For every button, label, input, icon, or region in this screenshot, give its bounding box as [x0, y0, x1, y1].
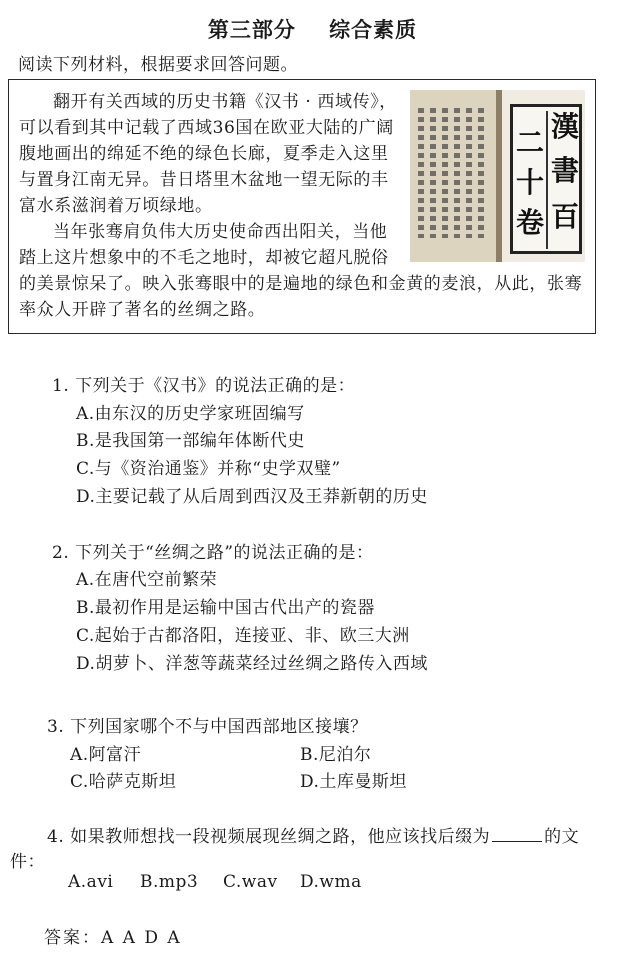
slip-char: 書	[551, 154, 580, 187]
question-1-option-d: D.主要记载了从后周到西汉及王莽新朝的历史	[76, 487, 428, 507]
question-4-option-b: B.mp3	[140, 872, 199, 892]
slip-divider	[546, 111, 548, 249]
passage-paragraph-1: 翻开有关西域的历史书籍《汉书 · 西域传》，可以看到其中记载了西域36国在欧亚大陆的广阔腹地画出的绵延不绝的绿色长廊，夏季走入这里与置身江南无异。昔日塔里木盆地一望无际的丰富水系滋润着万顷绿地。	[19, 92, 397, 216]
question-4-stem-continued: 件：	[10, 852, 45, 872]
question-3-option-b: B.尼泊尔	[300, 745, 372, 765]
book-left-page	[410, 90, 496, 262]
answer-key: 答案：A A D A	[44, 928, 182, 948]
question-3-option-d: D.土库曼斯坦	[300, 772, 407, 792]
question-4-stem-part-2: 的文	[544, 827, 580, 847]
question-2-option-c: C.起始于古都洛阳，连接亚、非、欧三大洲	[76, 626, 410, 646]
question-2-option-b: B.最初作用是运输中国古代出产的瓷器	[76, 598, 375, 618]
question-2-stem: 2. 下列关于“丝绸之路”的说法正确的是：	[52, 543, 374, 563]
slip-char: 卷	[516, 206, 545, 239]
question-2-option-d: D.胡萝卜、洋葱等蔬菜经过丝绸之路传入西域	[76, 654, 428, 674]
question-3-option-a: A.阿富汗	[70, 745, 142, 765]
slip-char: 二	[516, 126, 545, 159]
question-2-option-a: A.在唐代空前繁荣	[76, 570, 218, 590]
passage-box	[8, 79, 596, 334]
question-4-option-c: C.wav	[223, 872, 278, 892]
instruction-text: 阅读下列材料，根据要求回答问题。	[18, 55, 298, 75]
question-3-stem: 3. 下列国家哪个不与中国西部地区接壤？	[47, 717, 368, 737]
answer-blank	[492, 826, 542, 842]
question-1-stem: 1. 下列关于《汉书》的说法正确的是：	[52, 376, 356, 396]
question-4-stem-part-1: 4. 如果教师想找一段视频展现丝绸之路，他应该找后缀为	[47, 827, 491, 847]
question-1-option-c: C.与《资治通鉴》并称“史学双璧”	[76, 459, 341, 479]
slip-char: 百	[551, 200, 580, 233]
question-1-option-b: B.是我国第一部编年体断代史	[76, 431, 305, 451]
question-3-option-c: C.哈萨克斯坦	[70, 772, 177, 792]
passage-paragraph-2: 当年张骞肩负伟大历史使命西出阳关，当他踏上这片想象中的不毛之地时，却被它超凡脱俗的美景惊呆了。映入张骞眼中的是遍地的绿色和金黄的麦浪，从此，张骞率众人开辟了著名的丝绸之路。	[19, 222, 583, 320]
slip-char: 十	[516, 166, 545, 199]
question-4-option-d: D.wma	[300, 872, 362, 892]
question-4-option-a: A.avi	[68, 872, 114, 892]
book-title-slip	[510, 104, 582, 254]
question-4-stem	[47, 822, 579, 847]
question-1-option-a: A.由东汉的历史学家班固编写	[76, 404, 305, 424]
han-shu-book-image	[410, 90, 585, 262]
slip-char: 漢	[551, 110, 580, 143]
page-title: 第三部分 综合素质	[207, 17, 418, 42]
